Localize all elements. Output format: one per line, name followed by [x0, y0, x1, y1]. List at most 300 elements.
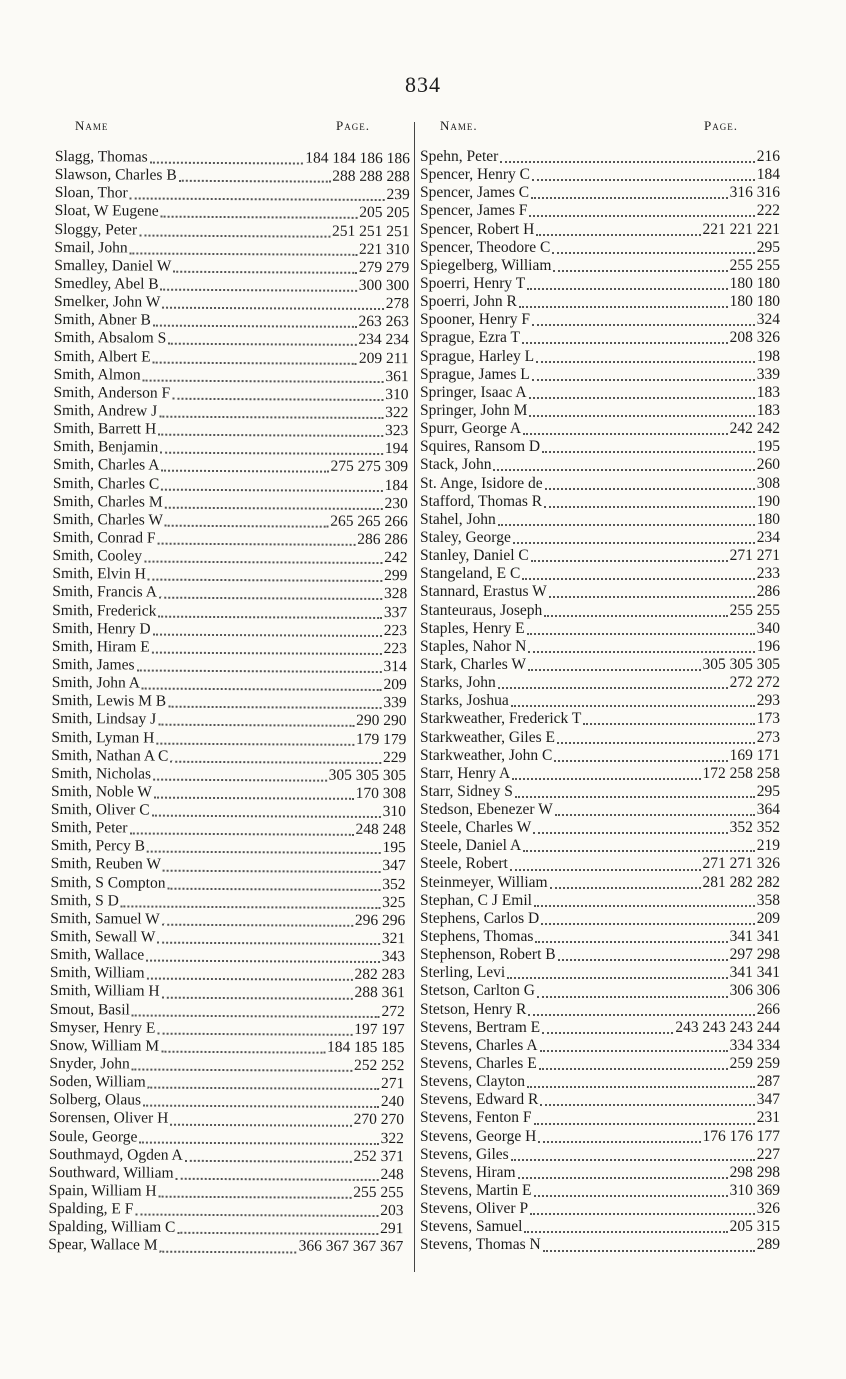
entry-pages: 221 221 221 [702, 220, 780, 238]
entry-name: Stark, Charles W [420, 655, 527, 673]
dot-leader [523, 840, 755, 852]
entry-name: Spehn, Peter [420, 148, 499, 165]
index-entry [420, 982, 780, 1000]
index-entry [53, 511, 408, 531]
entry-pages: 271 [380, 1075, 405, 1093]
entry-pages: 310 [382, 803, 407, 821]
entry-name: Starks, Joshua [420, 692, 509, 710]
index-entry [51, 837, 406, 857]
index-entry [49, 1091, 404, 1111]
index-entry [420, 475, 780, 493]
dot-leader [130, 242, 357, 255]
entry-pages: 209 [756, 909, 780, 927]
index-entry [420, 692, 780, 710]
dot-leader [538, 1131, 700, 1143]
entry-name: Staples, Nahor N [420, 637, 527, 655]
index-entry [420, 602, 780, 620]
index-entry [53, 493, 408, 513]
dot-leader [550, 877, 701, 889]
entry-pages: 289 [756, 1236, 780, 1254]
entry-name: Sterling, Levi [420, 964, 506, 982]
dot-leader [132, 1004, 380, 1018]
entry-name: Snyder, John [49, 1055, 130, 1073]
entry-name: Stafford, Thomas R [420, 492, 543, 510]
dot-leader [513, 532, 755, 544]
entry-name: Smith, William [49, 964, 145, 982]
entry-name: Smith, Oliver C [50, 801, 150, 819]
index-entry [420, 511, 780, 529]
index-entry [420, 456, 780, 474]
dot-leader [528, 659, 700, 671]
entry-name: Stevens, Charles A [420, 1036, 538, 1054]
entry-pages: 255 255 [353, 1183, 404, 1202]
dot-leader [165, 515, 328, 528]
entry-name: Slagg, Thomas [54, 148, 148, 166]
entry-pages: 295 [756, 782, 780, 800]
entry-name: Sloggy, Peter [54, 220, 138, 239]
entry-name: Sloan, Thor [54, 184, 128, 202]
dot-leader [534, 895, 755, 907]
entry-name: Stevens, Samuel [420, 1218, 523, 1236]
dot-leader [539, 1058, 728, 1070]
entry-name: Stevens, George H [420, 1127, 537, 1145]
left-page-header: Page. [336, 118, 370, 133]
index-entry [52, 674, 407, 694]
entry-name: Snow, William M [49, 1036, 160, 1055]
entry-pages: 288 288 288 [332, 167, 410, 186]
dot-leader [121, 895, 380, 909]
index-entry [55, 184, 410, 204]
dot-leader [168, 333, 356, 346]
entry-name: Southward, William [48, 1163, 174, 1182]
entry-pages: 170 308 [355, 784, 407, 803]
index-entry [420, 257, 780, 275]
entry-name: Soden, William [49, 1073, 146, 1091]
dot-leader [135, 1204, 378, 1217]
index-entry [49, 1073, 404, 1093]
entry-name: Sprague, Ezra T [420, 329, 520, 347]
dot-leader [532, 169, 755, 181]
entry-pages: 227 [756, 1145, 780, 1163]
entry-pages: 275 275 309 [330, 458, 409, 476]
dot-leader [162, 986, 353, 999]
index-entry [51, 819, 406, 839]
dot-leader [530, 1203, 755, 1215]
entry-pages: 273 [756, 728, 780, 746]
entry-name: Slawson, Charles B [54, 166, 177, 184]
entry-pages: 263 263 [358, 313, 409, 331]
dot-leader [515, 786, 755, 798]
dot-leader [179, 170, 331, 183]
dot-leader [158, 424, 383, 437]
index-entry [52, 583, 407, 603]
entry-name: Stevens, Hiram [420, 1163, 516, 1181]
dot-leader [511, 1149, 755, 1161]
entry-name: Smail, John [54, 238, 128, 257]
entry-name: Spencer, Henry C [420, 166, 530, 184]
index-entry [50, 910, 405, 930]
dot-leader [146, 950, 380, 963]
index-entry [50, 892, 405, 912]
index-entry [420, 547, 780, 565]
dot-leader [159, 1186, 352, 1199]
entry-name: Spencer, Theodore C [420, 238, 551, 256]
index-entry [53, 402, 408, 422]
entry-pages: 205 315 [729, 1218, 780, 1236]
dot-leader [531, 187, 727, 199]
entry-name: Smith, Sewall W [50, 928, 156, 946]
dot-leader [554, 750, 727, 762]
entry-name: Smith, Charles C [52, 474, 160, 493]
index-entry [53, 529, 408, 549]
index-entry [420, 1218, 780, 1236]
entry-name: Smith, Charles A [53, 456, 160, 475]
entry-name: Stetson, Carlton G [420, 982, 535, 1000]
dot-leader [173, 261, 357, 274]
index-entry [49, 1146, 404, 1166]
dot-leader [176, 1168, 379, 1181]
entry-pages: 271 271 [729, 547, 780, 565]
entry-name: Southmayd, Ogden A [48, 1145, 183, 1164]
entry-pages: 352 [382, 875, 406, 893]
index-entry [48, 1218, 403, 1238]
entry-pages: 287 [756, 1073, 780, 1091]
entry-pages: 339 [756, 365, 780, 383]
index-entry [420, 638, 780, 656]
index-entry [51, 728, 406, 748]
index-entry [420, 1001, 780, 1019]
entry-pages: 352 352 [729, 819, 780, 837]
entry-pages: 290 290 [356, 712, 407, 730]
index-entry [53, 456, 408, 476]
index-entry [50, 928, 405, 948]
entry-pages: 255 255 [729, 256, 780, 274]
entry-name: Starks, John [420, 674, 496, 692]
index-entry [420, 1091, 780, 1109]
entry-name: Sloat, W Eugene [54, 202, 159, 221]
dot-leader [143, 1095, 379, 1108]
index-entry [420, 221, 780, 239]
entry-pages: 219 [756, 837, 780, 855]
entry-name: Spiegelberg, William [420, 256, 552, 274]
entry-pages: 184 184 186 186 [305, 149, 410, 168]
entry-name: Smith, Wallace [50, 946, 145, 964]
index-entry [420, 366, 780, 384]
index-entry [52, 656, 407, 676]
dot-leader [159, 406, 383, 419]
entry-pages: 209 [383, 676, 407, 694]
index-entry [52, 547, 407, 567]
entry-name: Smith, Francis A [52, 583, 157, 602]
dot-leader [545, 478, 755, 490]
dot-leader [143, 369, 384, 382]
entry-name: Stack, John [420, 456, 492, 474]
right-name-header: Name. [440, 118, 478, 133]
entry-name: Spalding, William C [48, 1218, 176, 1237]
index-entry [420, 910, 780, 928]
entry-pages: 242 [384, 549, 408, 567]
index-entry [420, 438, 780, 456]
entry-name: Smedley, Abel B [54, 274, 159, 293]
dot-leader [162, 914, 353, 927]
entry-name: Smyser, Henry E [49, 1018, 156, 1037]
index-entry [52, 565, 407, 585]
entry-pages: 286 286 [357, 530, 408, 549]
entry-pages: 209 211 [358, 349, 409, 367]
entry-pages: 340 [756, 619, 780, 637]
entry-pages: 176 176 177 [702, 1127, 780, 1145]
dot-leader [510, 859, 701, 871]
entry-pages: 321 [381, 930, 406, 948]
entry-name: Spencer, Robert H [420, 220, 535, 238]
entry-pages: 328 [383, 585, 408, 603]
entry-name: Spurr, George A [420, 420, 522, 438]
entry-pages: 223 [383, 621, 408, 639]
entry-pages: 251 251 251 [331, 222, 410, 240]
entry-pages: 341 341 [729, 928, 780, 946]
dot-leader [153, 351, 357, 364]
entry-name: Smith, Charles W [52, 510, 164, 529]
index-entry [420, 293, 780, 311]
dot-leader [167, 877, 380, 890]
index-entry [420, 710, 780, 728]
entry-name: Spear, Wallace M [48, 1236, 158, 1255]
dot-leader [139, 224, 330, 237]
entry-pages: 347 [382, 857, 406, 875]
entry-pages: 222 [756, 202, 780, 220]
entry-name: Stevens, Thomas N [420, 1236, 541, 1254]
right-index-column [420, 148, 780, 1255]
entry-name: Steele, Daniel A [420, 837, 522, 855]
entry-pages: 306 306 [729, 982, 780, 1000]
index-entry [55, 166, 410, 186]
dot-leader [534, 1185, 728, 1197]
dot-leader [552, 242, 754, 254]
index-entry [420, 239, 780, 257]
dot-leader [542, 441, 755, 453]
dot-leader [152, 641, 382, 654]
dot-leader [159, 587, 382, 600]
index-entry [420, 1146, 780, 1164]
entry-name: Stannard, Erastus W [420, 583, 547, 601]
entry-name: Starkweather, Frederick T [420, 710, 582, 728]
dot-leader [543, 1240, 755, 1252]
entry-pages: 288 361 [354, 984, 405, 1002]
left-name-header: Name [75, 118, 109, 133]
entry-pages: 295 [756, 238, 780, 256]
dot-leader [524, 1221, 727, 1233]
entry-name: Spoerri, John R [420, 293, 517, 311]
entry-name: Smith, Lindsay J [51, 710, 157, 728]
entry-pages: 326 [756, 1200, 780, 1218]
dot-leader [160, 1240, 297, 1253]
index-entry [49, 1164, 404, 1184]
index-entry [420, 565, 780, 583]
entry-name: Smith, Elvin H [52, 565, 146, 583]
entry-pages: 300 300 [358, 276, 410, 295]
dot-leader [519, 296, 728, 308]
dot-leader [500, 151, 754, 163]
entry-name: Springer, John M [420, 401, 528, 419]
entry-name: Smith, Anderson F [53, 383, 171, 402]
dot-leader [555, 804, 755, 816]
entry-name: Smelker, John W [54, 293, 161, 311]
dot-leader [177, 1222, 378, 1235]
entry-pages: 203 [380, 1202, 404, 1220]
dot-leader [542, 1022, 673, 1034]
index-entry [53, 438, 408, 458]
dot-leader [172, 388, 383, 401]
dot-leader [130, 188, 385, 202]
entry-pages: 172 258 258 [702, 764, 780, 782]
entry-name: Spalding, E F [48, 1200, 134, 1218]
index-entry [420, 819, 780, 837]
dot-leader [165, 496, 383, 509]
dot-leader [153, 315, 357, 328]
entry-name: Stedson, Ebenezer W [420, 801, 553, 819]
entry-pages: 223 [383, 639, 408, 657]
entry-pages: 205 205 [359, 204, 410, 222]
index-entry [52, 692, 407, 712]
entry-name: Smith, Conrad F [52, 528, 156, 547]
entry-pages: 305 305 305 [702, 655, 780, 673]
entry-pages: 194 [384, 440, 409, 458]
dot-leader [553, 260, 727, 272]
entry-pages: 190 [756, 492, 780, 510]
entry-name: Smith, Peter [50, 819, 128, 837]
dot-leader [162, 297, 384, 310]
dot-leader [158, 533, 356, 546]
entry-name: Staples, Henry E [420, 619, 525, 637]
dot-leader [142, 678, 382, 691]
entry-name: Smith, S Compton [50, 873, 166, 892]
dot-leader [529, 387, 755, 399]
entry-pages: 180 180 [729, 274, 780, 292]
dot-leader [583, 713, 754, 725]
entry-name: St. Ange, Isidore de [420, 474, 543, 492]
entry-name: Spain, William H [48, 1181, 157, 1200]
index-entry [420, 166, 780, 184]
entry-pages: 229 [382, 748, 407, 766]
entry-pages: 260 [756, 456, 780, 474]
index-entry [54, 257, 409, 277]
entry-pages: 316 316 [729, 184, 780, 202]
entry-pages: 337 [383, 603, 408, 621]
index-entry [50, 1001, 405, 1021]
index-entry [51, 855, 406, 875]
entry-name: Smith, Charles M [52, 492, 163, 511]
dot-leader [531, 550, 728, 562]
entry-name: Steele, Robert [420, 855, 508, 873]
entry-pages: 255 255 [729, 601, 780, 619]
entry-name: Spencer, James C [420, 184, 530, 202]
index-entry [54, 239, 409, 259]
entry-name: Steinmeyer, William [420, 873, 548, 891]
entry-pages: 291 [380, 1220, 404, 1238]
entry-pages: 339 [383, 694, 407, 712]
index-entry [50, 874, 405, 894]
entry-name: Smith, Absalom S [53, 329, 167, 348]
entry-pages: 221 310 [358, 240, 410, 258]
entry-pages: 216 [756, 148, 780, 165]
entry-name: Stevens, Bertram E [420, 1018, 541, 1036]
entry-pages: 242 242 [729, 420, 780, 438]
entry-name: Stevens, Giles [420, 1145, 509, 1163]
dot-leader [540, 1040, 728, 1052]
index-entry [49, 1055, 404, 1075]
entry-pages: 234 234 [358, 331, 409, 349]
entry-name: Starkweather, John C [420, 746, 553, 764]
dot-leader [158, 714, 354, 727]
dot-leader [139, 1131, 378, 1144]
entry-name: Stetson, Henry R [420, 1000, 527, 1018]
index-entry [420, 348, 780, 366]
index-entry [420, 148, 780, 166]
dot-leader [148, 569, 382, 582]
entry-pages: 234 [756, 528, 780, 546]
entry-name: Smith, Henry D [52, 619, 151, 638]
index-entry [52, 620, 407, 640]
index-entry [420, 402, 780, 420]
entry-pages: 305 305 305 [328, 766, 407, 784]
dot-leader [527, 278, 727, 290]
index-entry [420, 837, 780, 855]
entry-name: Sorensen, Oliver H [49, 1109, 169, 1128]
entry-pages: 361 [385, 367, 409, 385]
index-entry [420, 674, 780, 692]
index-entry [420, 946, 780, 964]
index-entry [420, 384, 780, 402]
entry-pages: 270 270 [353, 1111, 405, 1129]
index-entry [55, 148, 410, 168]
entry-pages: 183 [756, 383, 780, 401]
entry-name: Solberg, Olaus [49, 1091, 142, 1109]
entry-name: Stevens, Oliver P [420, 1200, 529, 1218]
entry-pages: 184 [756, 166, 780, 184]
dot-leader [161, 279, 357, 292]
entry-pages: 252 371 [353, 1147, 404, 1165]
index-entry [51, 801, 406, 821]
index-entry [54, 348, 409, 368]
dot-leader [156, 732, 354, 745]
index-entry [420, 1055, 780, 1073]
entry-pages: 240 [380, 1093, 405, 1111]
entry-pages: 334 334 [729, 1036, 780, 1054]
entry-pages: 272 [381, 1002, 405, 1020]
index-entry [54, 329, 409, 349]
index-entry [420, 1236, 780, 1254]
index-entry [49, 1182, 404, 1202]
index-entry [48, 1200, 403, 1220]
entry-name: Stanley, Daniel C [420, 547, 529, 565]
entry-pages: 252 252 [353, 1056, 405, 1075]
dot-leader [528, 1004, 754, 1016]
index-entry [51, 783, 406, 803]
entry-name: Stephan, C J Emil [420, 891, 532, 909]
dot-leader [536, 351, 755, 363]
entry-name: Smout, Basil [49, 1000, 130, 1019]
entry-pages: 310 369 [729, 1182, 780, 1200]
index-entry [49, 1109, 404, 1129]
entry-name: Stephenson, Robert B [420, 946, 556, 964]
dot-leader [129, 823, 353, 836]
index-entry [420, 928, 780, 946]
dot-leader [544, 496, 755, 508]
entry-name: Springer, Isaac A [420, 383, 527, 401]
dot-leader [529, 205, 754, 217]
dot-leader [157, 932, 380, 945]
dot-leader [158, 605, 382, 618]
